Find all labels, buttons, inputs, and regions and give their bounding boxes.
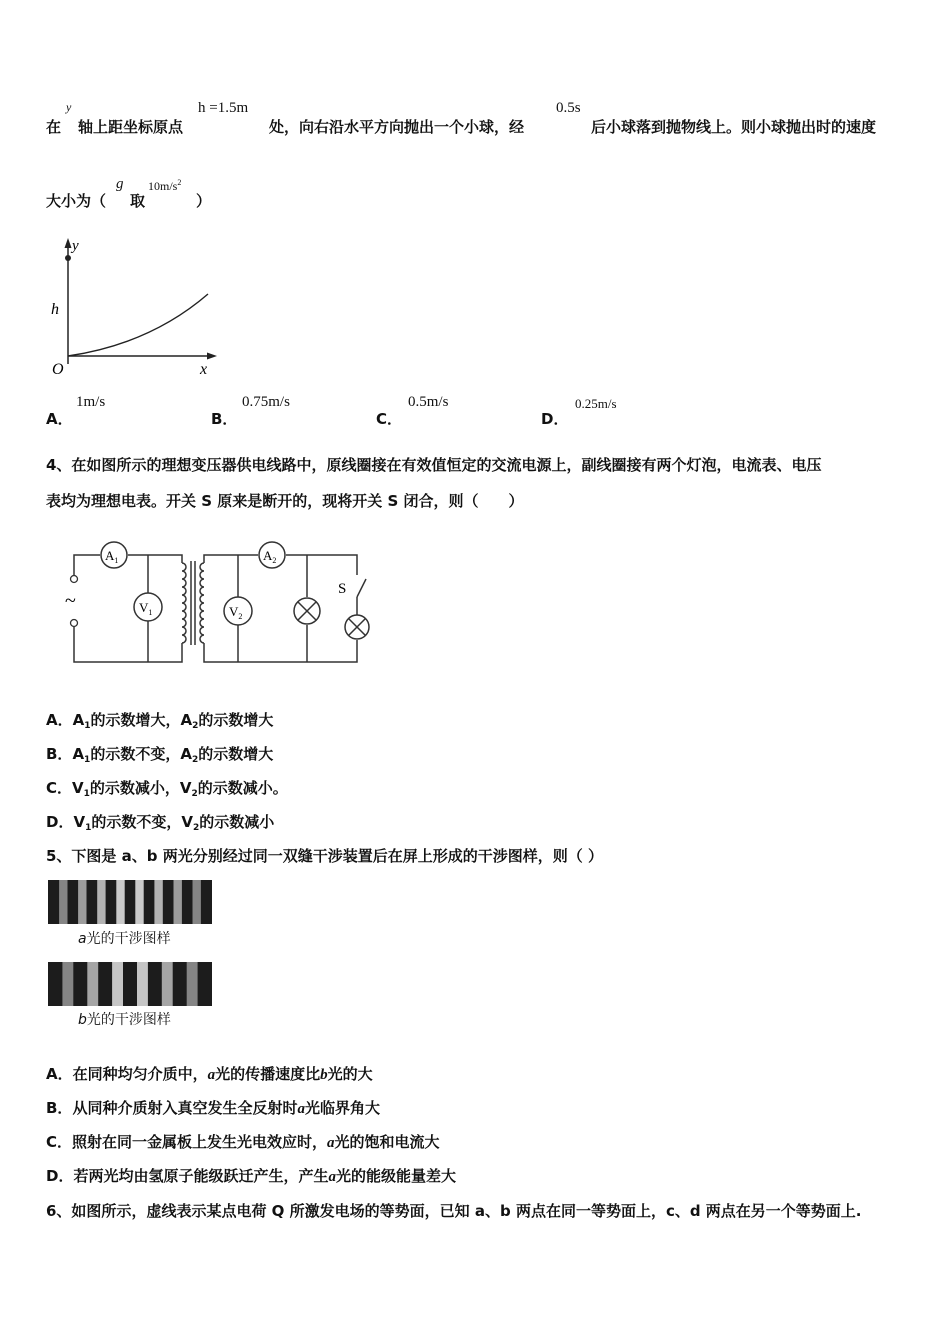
q5-option-c[interactable]: C．照射在同一金属板上发生光电效应时，a光的饱和电流大 bbox=[46, 1133, 440, 1151]
q5-option-a[interactable]: A．在同种均匀介质中，a光的传播速度比b光的大 bbox=[46, 1065, 373, 1083]
bright-fringe bbox=[87, 962, 98, 1006]
bright-fringe bbox=[97, 880, 105, 924]
bright-fringe bbox=[116, 880, 124, 924]
q3-text: ） bbox=[196, 192, 212, 210]
q5-option-b[interactable]: B．从同种介质射入真空发生全反射时a光临界角大 bbox=[46, 1099, 380, 1117]
terminal-bottom-icon bbox=[71, 620, 78, 627]
q4-stem-line2: 表均为理想电表。开关 S 原来是断开的，现将开关 S 闭合，则（ ） bbox=[46, 492, 524, 510]
bright-fringe bbox=[162, 962, 173, 1006]
v2-label: $V_2$ bbox=[229, 604, 243, 621]
bright-fringe bbox=[187, 962, 198, 1006]
q5-option-d[interactable]: D．若两光均由氢原子能级跃迁产生，产生a光的能级能量差大 bbox=[46, 1167, 456, 1185]
q4-option-c[interactable]: C．$V_1$的示数减小，$V_2$的示数减小。 bbox=[46, 779, 288, 799]
q3-option-b[interactable]: B． 0.75m/s bbox=[211, 394, 290, 428]
q4-stem-line1: 4、在如图所示的理想变压器供电线路中，原线圈接在有效值恒定的交流电源上，副线圈接有两个灯泡，电流表、电压 bbox=[46, 456, 822, 474]
interference-pattern-a bbox=[48, 880, 212, 924]
origin-label: O bbox=[52, 361, 64, 378]
bright-fringe bbox=[174, 880, 182, 924]
switch-label: S bbox=[338, 581, 347, 597]
q3-option-a[interactable]: A． 1m/s bbox=[46, 394, 106, 428]
q5-stem: 5、下图是 a、b 两光分别经过同一双缝干涉装置后在屏上形成的干涉图样，则（ ） bbox=[46, 847, 603, 865]
x-axis-arrow-icon bbox=[207, 353, 217, 360]
q3-text: 处，向右沿水平方向抛出一个小球，经 bbox=[269, 118, 525, 136]
bright-fringe bbox=[59, 880, 67, 924]
q6-stem: 6、如图所示，虚线表示某点电荷 Q 所激发电场的等势面，已知 a、b 两点在同一等势面上，c、d 两点在另一个等势面上. bbox=[46, 1202, 862, 1220]
a1-label: $A_1$ bbox=[105, 548, 119, 565]
bright-fringe bbox=[62, 962, 73, 1006]
transformer-circuit bbox=[60, 535, 380, 670]
launch-point-dot bbox=[65, 255, 71, 261]
q3-text: 轴上距坐标原点 bbox=[78, 118, 184, 136]
y-symbol: y bbox=[66, 100, 72, 114]
terminal-top-icon bbox=[71, 576, 78, 583]
v1-label: $V_1$ bbox=[139, 600, 153, 617]
q4-option-a[interactable]: A．$A_1$的示数增大，$A_2$的示数增大 bbox=[46, 711, 274, 731]
bright-fringe bbox=[135, 880, 143, 924]
a2-label: $A_2$ bbox=[263, 548, 277, 565]
q3-text: 后小球落到抛物线上。则小球抛出时的速度 bbox=[591, 118, 877, 136]
bright-fringe bbox=[137, 962, 148, 1006]
time-value: 0.5s bbox=[556, 100, 581, 116]
q3-text: 在 bbox=[46, 118, 62, 136]
interference-pattern-b bbox=[48, 962, 212, 1006]
q3-text: 取 bbox=[130, 192, 146, 210]
caption-a: a光的干涉图样 bbox=[78, 931, 171, 947]
bright-fringe bbox=[78, 880, 86, 924]
parabola-graph bbox=[40, 234, 230, 379]
q3-line1 bbox=[46, 100, 916, 140]
height-expression: h =1.5m bbox=[198, 100, 249, 116]
x-axis-label: x bbox=[200, 361, 208, 378]
parabola-curve bbox=[68, 294, 208, 356]
q3-option-d[interactable]: D． 0.25m/s bbox=[541, 396, 617, 428]
bright-fringe bbox=[112, 962, 123, 1006]
y-axis-label: y bbox=[72, 238, 79, 254]
q3-text: 大小为（ bbox=[46, 192, 107, 210]
q4-option-b[interactable]: B．$A_1$的示数不变，$A_2$的示数增大 bbox=[46, 745, 274, 765]
bright-fringe bbox=[154, 880, 162, 924]
ac-source-symbol: ~ bbox=[65, 590, 76, 612]
q3-option-c[interactable]: C． 0.5m/s bbox=[376, 394, 449, 428]
h-label: h bbox=[51, 301, 59, 318]
y-axis-arrow-icon bbox=[65, 238, 72, 248]
g-symbol: g bbox=[116, 176, 124, 192]
q4-option-d[interactable]: D．$V_1$的示数不变，$V_2$的示数减小 bbox=[46, 813, 275, 833]
bright-fringe bbox=[193, 880, 201, 924]
g-value: $10m/s^2$ bbox=[148, 178, 182, 193]
caption-b: b光的干涉图样 bbox=[78, 1012, 171, 1028]
q3-line2 bbox=[46, 176, 346, 212]
